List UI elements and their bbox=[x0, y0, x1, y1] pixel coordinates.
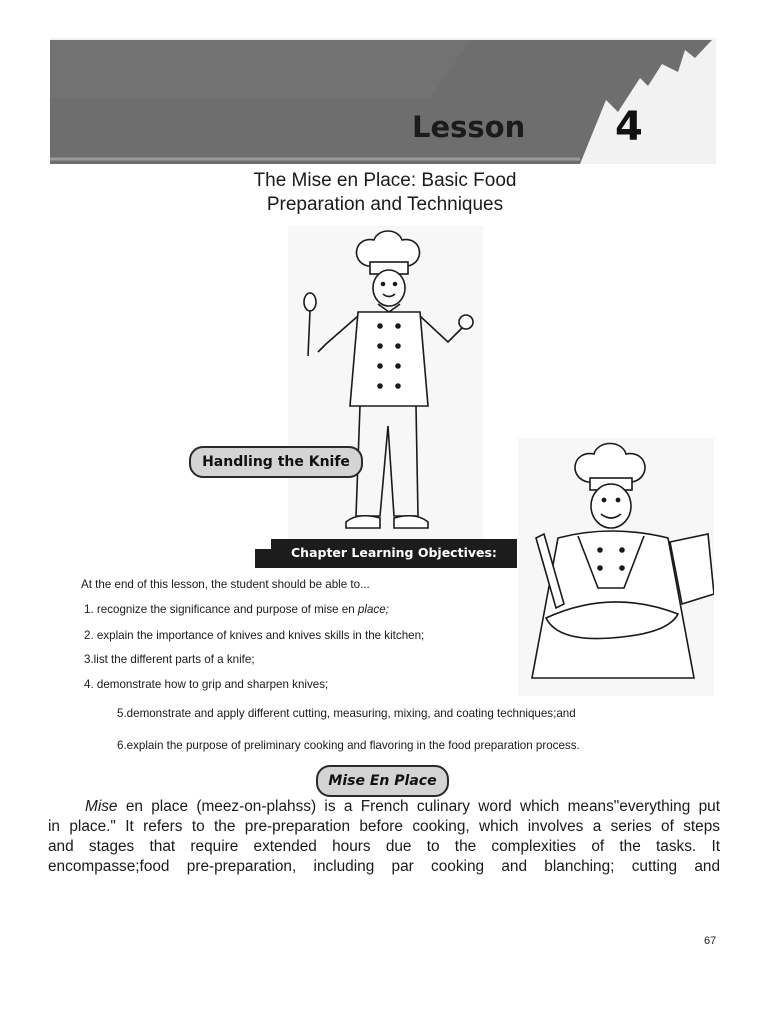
objective-item-4: 4. demonstrate how to grip and sharpen knives; bbox=[84, 678, 329, 691]
chef-with-knives-illustration bbox=[518, 438, 714, 700]
lesson-label: Lesson bbox=[412, 110, 526, 144]
page-number: 67 bbox=[704, 935, 717, 947]
lesson-banner bbox=[50, 38, 716, 166]
handling-knife-heading: Handling the Knife bbox=[189, 446, 363, 478]
objective-item-3: 3.list the different parts of a knife; bbox=[84, 653, 255, 666]
paragraph-line-2: in place." It refers to the pre-preparation before cooking, which involves a series of steps bbox=[48, 818, 720, 835]
objective-item-1: 1. recognize the significance and purpose of mise en place; bbox=[84, 603, 389, 616]
objective-item-6: 6.explain the purpose of preliminary cooking and flavoring in the food preparation process. bbox=[117, 739, 580, 752]
paragraph-line-3: and stages that require extended hours due to the complexities of the tasks. It bbox=[48, 838, 720, 855]
paragraph-line-4: encompasse;food pre-preparation, including par cooking and blanching; cutting and bbox=[48, 858, 720, 875]
page-title-line-1: The Mise en Place: Basic Food bbox=[253, 170, 517, 191]
mise-en-place-heading: Mise En Place bbox=[316, 765, 449, 797]
lesson-number: 4 bbox=[615, 104, 643, 150]
paragraph-line-1: Mise en place (meez-on-plahss) is a French culinary word which means"everything put bbox=[85, 798, 720, 815]
objectives-header-bar bbox=[255, 539, 517, 568]
chef-standing-illustration bbox=[288, 226, 483, 545]
objective-item-2: 2. explain the importance of knives and knives skills in the kitchen; bbox=[84, 629, 425, 642]
objectives-header: Chapter Learning Objectives: bbox=[291, 545, 497, 560]
mise-en-place-paragraph bbox=[48, 797, 720, 877]
objective-item-5: 5.demonstrate and apply different cutting, measuring, mixing, and coating techniques;and bbox=[117, 707, 576, 720]
objectives-intro: At the end of this lesson, the student should be able to... bbox=[81, 578, 370, 591]
page-title-line-2: Preparation and Techniques bbox=[266, 194, 504, 215]
